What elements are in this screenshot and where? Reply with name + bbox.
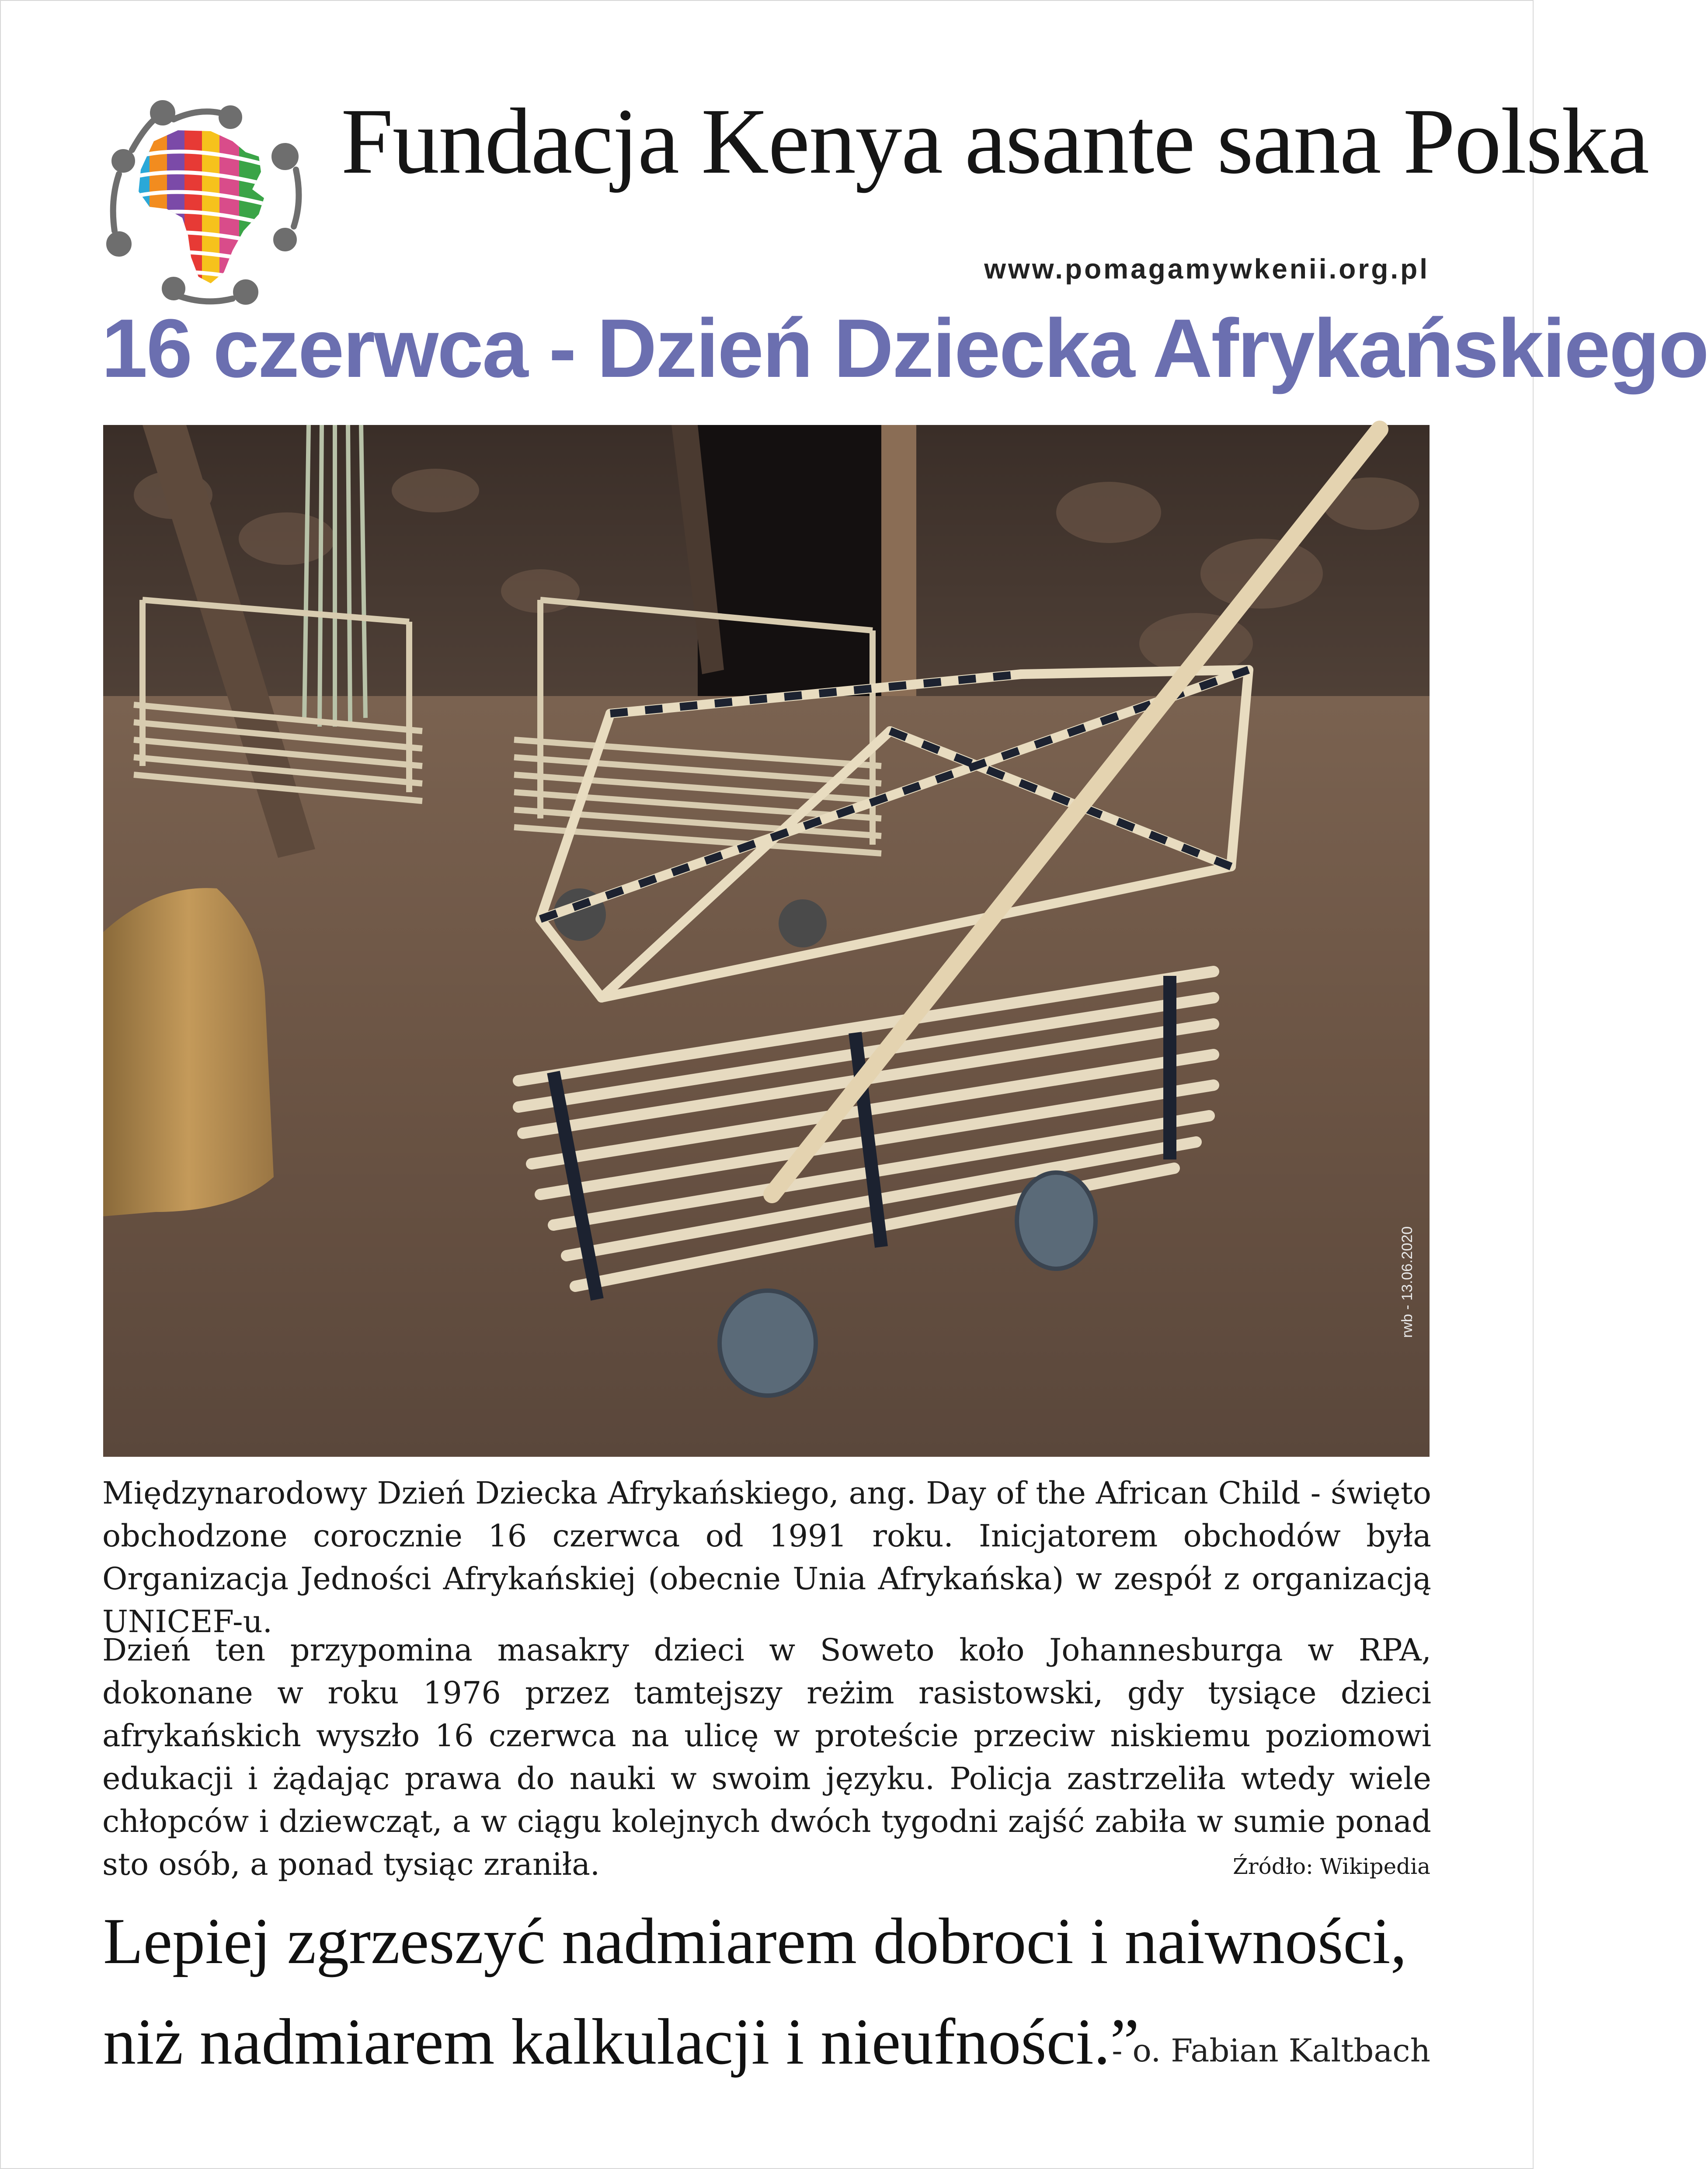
- paragraph-history: Dzień ten przypomina masakry dzieci w Soweto koło Johannesburga w RPA, dokonane w roku 1976 przez tamtejszy reżim rasistowski, gdy tysiące dzieci afrykańskich wyszło 16 czerwca na ulicę w proteście przeciw niskiemu poziomowi edukacji i żądając prawa do nauki w swoim języku. Policja zastrzeliła wtedy wiele chłopców i dziewcząt, a w ciągu kolejnych dwóch tygodni zajść zabiła w sumie ponad sto osób, a ponad tysiąc zraniła.: [102, 1632, 1431, 1882]
- organization-name: Fundacja Kenya asante sana Polska: [341, 89, 1649, 193]
- toy-cart-illustration: [103, 425, 1430, 1457]
- quote-author: - o. Fabian Kaltbach: [1112, 2032, 1430, 2069]
- quote-line-2: niż nadmiarem kalkulacji i nieufności.”: [103, 2005, 1139, 2078]
- africa-logo-icon: [101, 100, 311, 310]
- paragraph-intro: Międzynarodowy Dzień Dziecka Afrykańskiego, ang. Day of the African Child - święto obchodzone corocznie 16 czerwca od 1991 roku. Inicjatorem obchodów była Organizacja Jedności Afrykańskiej (obecnie Unia Afrykańska) w zespół z organizacją UNICEF-u.: [102, 1475, 1431, 1640]
- foundation-logo: [101, 100, 311, 310]
- website-url[interactable]: www.pomagamywkenii.org.pl: [984, 253, 1430, 285]
- toy-cart-photo: [103, 425, 1430, 1457]
- photo-credit: rwb - 13.06.2020: [1399, 1226, 1416, 1338]
- source-note: Źródło: Wikipedia: [1232, 1854, 1430, 1879]
- headline: 16 czerwca - Dzień Dziecka Afrykańskiego: [101, 302, 1708, 395]
- quote-line-1: Lepiej zgrzeszyć nadmiarem dobroci i naiwności,: [103, 1905, 1407, 1978]
